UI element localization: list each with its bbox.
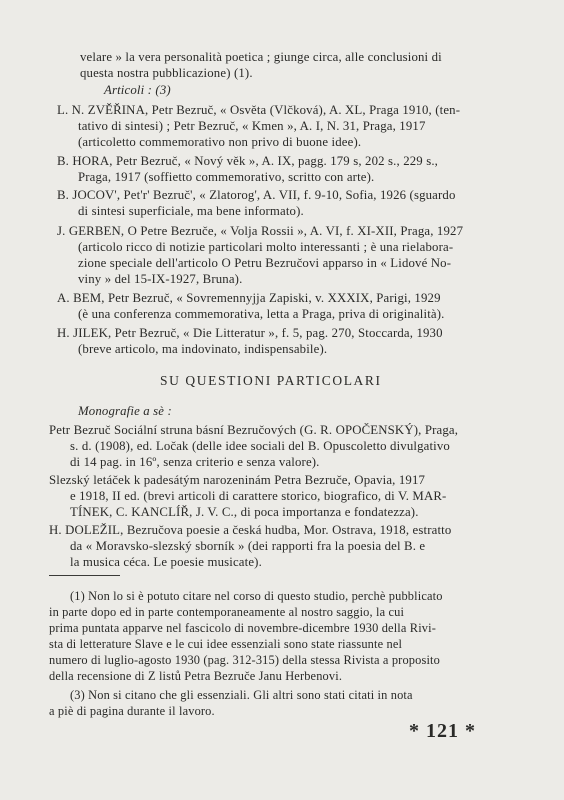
text-line: (1) Non lo si è potuto citare nel corso di questo studio, perchè pubblicato: [70, 589, 443, 603]
text-line: da « Moravsko-slezský sborník » (dei rapporti fra la poesia del B. e: [70, 539, 426, 553]
text-line: numero di luglio-agosto 1930 (pag. 312-315) della stessa Rivista a proposito: [49, 653, 440, 667]
text-line: B. JOCOV', Pet'r' Bezruč', « Zlatorog', A. VII, f. 9-10, Sofia, 1926 (sguardo: [57, 188, 456, 202]
text-line: e 1918, II ed. (brevi articoli di carattere storico, biografico, di V. MAR-: [70, 489, 447, 503]
text-line: Petr Bezruč Sociální struna básní Bezručových (G. R. OPOČENSKÝ), Praga,: [49, 423, 459, 437]
text-line: (3) Non si citano che gli essenziali. Gli altri sono stati citati in nota: [70, 688, 413, 702]
text-line: J. GERBEN, O Petre Bezruče, « Volja Rossii », A. VI, f. XI-XII, Praga, 1927: [57, 224, 464, 238]
monografie-heading: Monografie a sè :: [78, 404, 172, 418]
text-line: TÍNEK, C. KANCLÍŘ, J. V. C., di poca importanza e fondatezza).: [70, 505, 419, 519]
text-line: (articolo ricco di notizie particolari molto interessanti ; è una rielabora-: [78, 240, 454, 254]
text-line: Slezský letáček k padesátým narozeninám Petra Bezruče, Opavia, 1917: [49, 473, 426, 487]
text-line: B. HORA, Petr Bezruč, « Nový věk », A. IX, pagg. 179 s, 202 s., 229 s.,: [57, 154, 439, 168]
text-line: di sintesi superficiale, ma bene informato).: [78, 204, 304, 218]
text-line: tativo di sintesi) ; Petr Bezruč, « Kmen », A. I, N. 31, Praga, 1917: [78, 119, 426, 133]
text-line: prima puntata apparve nel fascicolo di novembre-dicembre 1930 della Rivi-: [49, 621, 437, 635]
page-number: * 121 *: [409, 720, 476, 742]
text-line: di 14 pag. in 16º, senza criterio e senza valore).: [70, 455, 320, 469]
articles-heading: Articoli : (3): [104, 83, 171, 97]
text-line: (è una conferenza commemorativa, letta a Praga, priva di originalità).: [78, 307, 445, 321]
text-line: (articoletto commemorativo non privo di buone idee).: [78, 135, 362, 149]
text-line: in parte dopo ed in parte contemporaneamente al nostro saggio, la cui: [49, 605, 405, 619]
text-line: Praga, 1917 (soffietto commemorativo, scritto con arte).: [78, 170, 375, 184]
text-line: H. JILEK, Petr Bezruč, « Die Litteratur », f. 5, pag. 270, Stoccarda, 1930: [57, 326, 443, 340]
footnote-divider: [49, 575, 120, 576]
text-line: L. N. ZVĚŘINA, Petr Bezruč, « Osvěta (Vlčková), A. XL, Praga 1910, (ten-: [57, 103, 461, 117]
text-line: questa nostra pubblicazione) (1).: [80, 66, 253, 80]
text-line: s. d. (1908), ed. Ločak (delle idee sociali del B. Opuscoletto divulgativo: [70, 439, 450, 453]
text-line: (breve articolo, ma indovinato, indispensabile).: [78, 342, 328, 356]
text-line: velare » la vera personalità poetica ; giunge circa, alle conclusioni di: [80, 50, 442, 64]
text-line: viny » del 15-IX-1927, Bruna).: [78, 272, 243, 286]
text-line: sta di letterature Slave e le cui idee essenziali sono state riassunte nel: [49, 637, 403, 651]
text-line: la musica céca. Le poesie musicate).: [70, 555, 262, 569]
text-line: H. DOLEŽIL, Bezručova poesie a česká hudba, Mor. Ostrava, 1918, estratto: [49, 523, 452, 537]
section-title: SU QUESTIONI PARTICOLARI: [160, 373, 382, 388]
text-line: zione speciale dell'articolo O Petru Bezručovi apparso in « Lidové No-: [78, 256, 452, 270]
text-line: a piè di pagina durante il lavoro.: [49, 704, 215, 718]
text-line: A. BEM, Petr Bezruč, « Sovremennyjja Zapiski, v. XXXIX, Parigi, 1929: [57, 291, 441, 305]
text-line: della recensione di Z listů Petra Bezruče Janu Herbenovi.: [49, 669, 343, 683]
